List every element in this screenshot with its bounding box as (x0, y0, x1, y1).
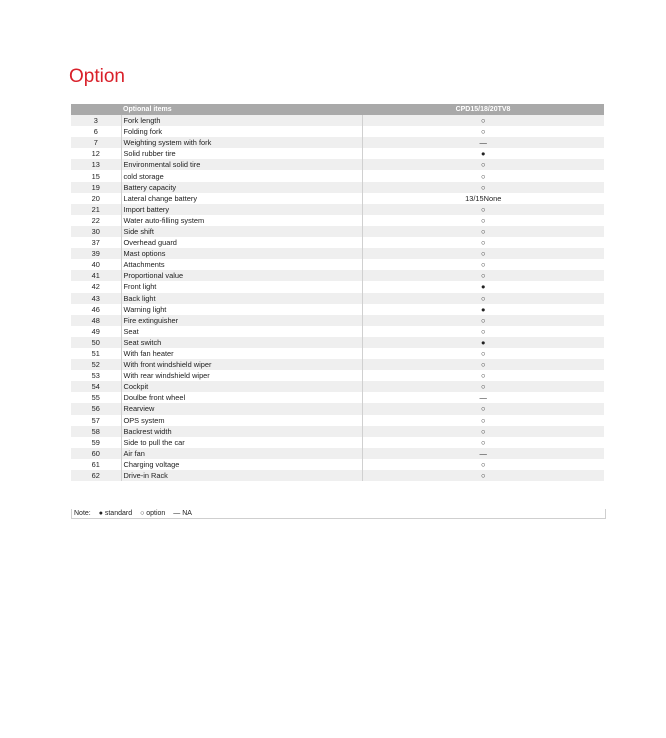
table-row (71, 237, 604, 248)
row-item: Charging voltage (121, 459, 362, 470)
table-row (71, 326, 604, 337)
table-body (71, 115, 604, 481)
row-item: OPS system (121, 415, 362, 426)
row-value: ○ (362, 293, 604, 304)
table-row (71, 348, 604, 359)
row-value: ○ (362, 270, 604, 281)
row-number: 58 (71, 426, 121, 437)
row-value: ○ (362, 115, 604, 126)
table-row (71, 448, 604, 459)
row-item: With rear windshield wiper (121, 370, 362, 381)
header-number (71, 104, 121, 115)
row-number: 30 (71, 226, 121, 237)
row-value: ○ (362, 348, 604, 359)
row-value: ○ (362, 204, 604, 215)
row-value: ○ (362, 370, 604, 381)
row-item: Mast options (121, 248, 362, 259)
row-number: 40 (71, 259, 121, 270)
table-row (71, 426, 604, 437)
note-option: ○ option (140, 510, 166, 517)
row-number: 21 (71, 204, 121, 215)
table-row (71, 226, 604, 237)
row-number: 43 (71, 293, 121, 304)
row-value: ○ (362, 470, 604, 481)
row-value: ○ (362, 359, 604, 370)
header-model: CPD15/18/20TV8 (362, 104, 604, 115)
row-item: Doulbe front wheel (121, 392, 362, 403)
row-number: 54 (71, 381, 121, 392)
row-number: 20 (71, 193, 121, 204)
row-item: Backrest width (121, 426, 362, 437)
row-item: With fan heater (121, 348, 362, 359)
note-label: Note: (74, 510, 91, 517)
row-value: ○ (362, 459, 604, 470)
row-number: 56 (71, 403, 121, 414)
row-item: Fork length (121, 115, 362, 126)
note-na: — NA (173, 510, 192, 517)
table-row (71, 403, 604, 414)
table-row (71, 415, 604, 426)
row-item: Rearview (121, 403, 362, 414)
row-number: 13 (71, 159, 121, 170)
row-value: ○ (362, 415, 604, 426)
row-item: Back light (121, 293, 362, 304)
row-number: 6 (71, 126, 121, 137)
table-row (71, 159, 604, 170)
row-value: 13/15None (362, 193, 604, 204)
row-value: ○ (362, 381, 604, 392)
row-item: Import battery (121, 204, 362, 215)
table-row (71, 126, 604, 137)
row-value: ○ (362, 248, 604, 259)
table-row (71, 115, 604, 126)
row-number: 62 (71, 470, 121, 481)
row-item: Water auto-filling system (121, 215, 362, 226)
row-value: ○ (362, 237, 604, 248)
row-value: ● (362, 337, 604, 348)
table-row (71, 470, 604, 481)
table-row (71, 437, 604, 448)
row-value: ○ (362, 259, 604, 270)
row-number: 61 (71, 459, 121, 470)
row-item: Cockpit (121, 381, 362, 392)
table-row (71, 170, 604, 181)
row-value: ○ (362, 315, 604, 326)
row-item: Seat (121, 326, 362, 337)
row-number: 37 (71, 237, 121, 248)
row-number: 59 (71, 437, 121, 448)
row-value: ○ (362, 403, 604, 414)
row-item: Seat switch (121, 337, 362, 348)
row-value: — (362, 137, 604, 148)
row-number: 46 (71, 304, 121, 315)
table-row (71, 193, 604, 204)
page-title: Option (69, 66, 125, 87)
table-row (71, 315, 604, 326)
row-item: Weighting system with fork (121, 137, 362, 148)
table-header-row (71, 104, 604, 115)
row-item: Battery capacity (121, 182, 362, 193)
table-row (71, 370, 604, 381)
row-value: ○ (362, 437, 604, 448)
row-item: Lateral change battery (121, 193, 362, 204)
row-number: 49 (71, 326, 121, 337)
options-table (71, 104, 604, 481)
row-number: 53 (71, 370, 121, 381)
row-number: 48 (71, 315, 121, 326)
table-row (71, 459, 604, 470)
row-number: 41 (71, 270, 121, 281)
row-item: Side to pull the car (121, 437, 362, 448)
row-value: ● (362, 304, 604, 315)
row-item: With front windshield wiper (121, 359, 362, 370)
row-value: ○ (362, 426, 604, 437)
row-number: 60 (71, 448, 121, 459)
row-item: Fire extinguisher (121, 315, 362, 326)
row-item: Front light (121, 281, 362, 292)
legend-note (71, 509, 606, 519)
table-row (71, 148, 604, 159)
row-item: Air fan (121, 448, 362, 459)
row-number: 19 (71, 182, 121, 193)
table-row (71, 392, 604, 403)
table-row (71, 281, 604, 292)
table-row (71, 204, 604, 215)
row-value: ○ (362, 159, 604, 170)
row-item: Side shift (121, 226, 362, 237)
row-number: 3 (71, 115, 121, 126)
note-standard: ● standard (98, 510, 133, 517)
table-row (71, 215, 604, 226)
table-row (71, 137, 604, 148)
row-number: 15 (71, 170, 121, 181)
row-number: 57 (71, 415, 121, 426)
row-value: — (362, 448, 604, 459)
table-row (71, 248, 604, 259)
table-row (71, 337, 604, 348)
table-row (71, 381, 604, 392)
row-value: ○ (362, 215, 604, 226)
row-number: 52 (71, 359, 121, 370)
row-number: 50 (71, 337, 121, 348)
row-item: Folding fork (121, 126, 362, 137)
row-item: cold storage (121, 170, 362, 181)
row-item: Attachments (121, 259, 362, 270)
row-number: 55 (71, 392, 121, 403)
row-number: 7 (71, 137, 121, 148)
table-row (71, 270, 604, 281)
row-item: Overhead guard (121, 237, 362, 248)
row-item: Environmental solid tire (121, 159, 362, 170)
row-value: — (362, 392, 604, 403)
row-item: Warning light (121, 304, 362, 315)
row-value: ● (362, 281, 604, 292)
row-number: 39 (71, 248, 121, 259)
header-optional-items: Optional items (121, 104, 362, 115)
table-row (71, 293, 604, 304)
table-row (71, 259, 604, 270)
row-number: 22 (71, 215, 121, 226)
row-value: ○ (362, 170, 604, 181)
row-item: Drive-in Rack (121, 470, 362, 481)
row-item: Proportional value (121, 270, 362, 281)
row-value: ● (362, 148, 604, 159)
table-row (71, 304, 604, 315)
row-number: 51 (71, 348, 121, 359)
table-row (71, 182, 604, 193)
row-value: ○ (362, 126, 604, 137)
row-number: 42 (71, 281, 121, 292)
row-value: ○ (362, 226, 604, 237)
row-item: Solid rubber tire (121, 148, 362, 159)
row-value: ○ (362, 326, 604, 337)
table-row (71, 359, 604, 370)
row-value: ○ (362, 182, 604, 193)
row-number: 12 (71, 148, 121, 159)
